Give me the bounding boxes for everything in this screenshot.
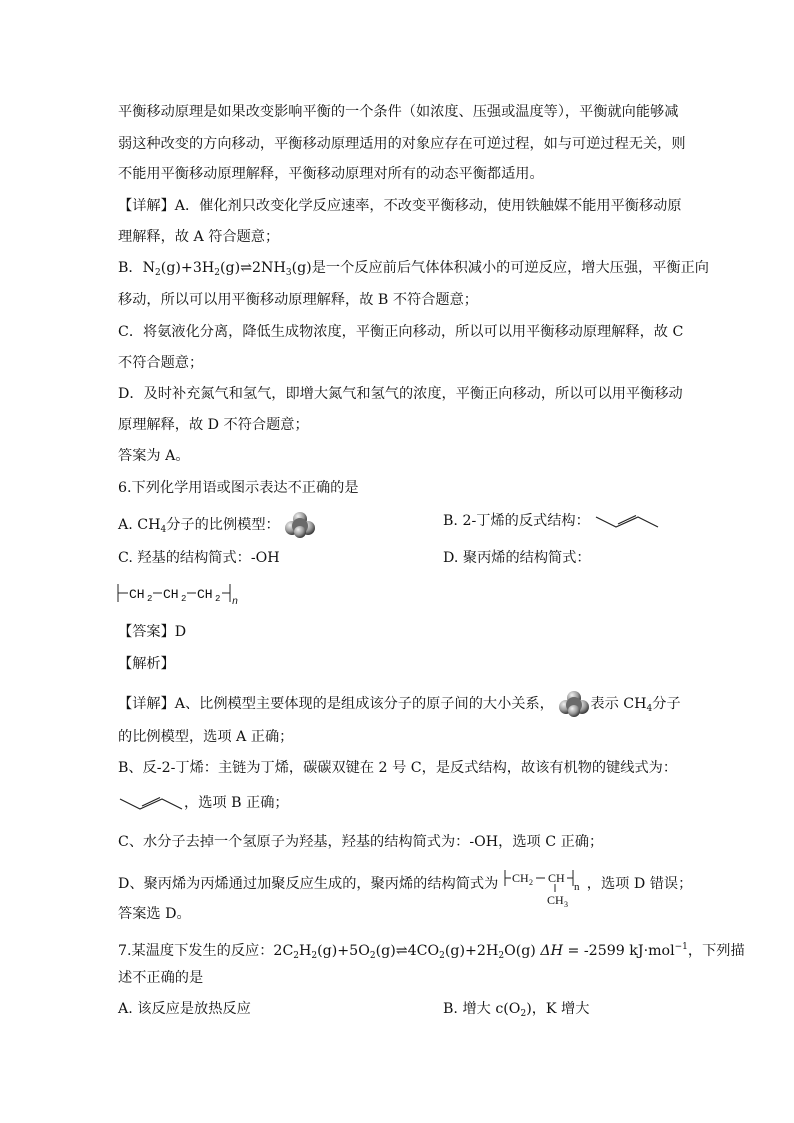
polypropylene-wrong-formula <box>116 580 246 612</box>
explanation-a-cont: 的比例模型，选项 A 正确； <box>118 729 294 745</box>
q6-option-b: B. 2-丁烯的反式结构： <box>443 511 660 531</box>
svg-text:n: n <box>232 597 239 608</box>
text-line: 弱这种改变的方向移动，平衡移动原理适用的对象应存在可逆过程，如与可逆过程无关，则 <box>118 136 686 152</box>
trans-2-butene-structure-icon <box>594 511 660 531</box>
svg-text:CH: CH <box>547 871 565 885</box>
svg-text:3: 3 <box>563 900 568 908</box>
text-line: 不符合题意； <box>118 355 204 371</box>
text-line: 原理解释，故 D 不符合题意； <box>118 417 309 433</box>
explanation-d: D、聚丙烯为丙烯通过加聚反应生成的，聚丙烯的结构简式为 CH 2 CH n CH 3 ，选项 D 错误； <box>118 866 692 886</box>
text-line: D．及时补充氮气和氢气，即增大氮气和氢气的浓度，平衡正向移动，所以可以用平衡移动 <box>118 386 683 402</box>
reaction-line: B．$N_2(g)+3H_2(g)\rightleftharpoons 2NH_3(g)$是一个反应前后气体体积减小的可逆反应，增大压强，平衡正向 <box>118 260 709 278</box>
q6-option-a: A. $CH_4$分子的比例模型： <box>118 511 316 531</box>
polymer-formula <box>116 580 246 608</box>
svg-text:CH: CH <box>546 893 564 907</box>
text-line: 平衡移动原理是如果改变影响平衡的一个条件（如浓度、压强或温度等），平衡就向能够减 <box>118 104 679 120</box>
svg-text:CH: CH <box>163 587 179 602</box>
explanation-b: B、反-2-丁烯：主链为丁烯，碳碳双键在 2 号 C，是反式结构，故该有机物的键线式为： <box>118 760 678 776</box>
polypropylene-formula <box>503 866 587 908</box>
q7-option-a: A. 该反应是放热反应 <box>118 1001 251 1017</box>
question-7-stem-cont: 述不正确的是 <box>118 970 204 986</box>
svg-text:2: 2 <box>215 594 221 604</box>
analysis-label: 【解析】 <box>118 656 175 672</box>
text-line: 答案为 A。 <box>118 448 190 464</box>
answer-label: 【答案】D <box>118 624 187 640</box>
text-line: 不能用平衡移动原理解释，平衡移动原理对所有的动态平衡都适用。 <box>118 166 544 182</box>
ch4-space-filling-model-icon <box>558 690 590 718</box>
text-line: 移动，所以可以用平衡移动原理解释，故 B 不符合题意； <box>118 292 478 308</box>
question-6-stem: 6.下列化学用语或图示表达不正确的是 <box>118 480 359 496</box>
svg-text:2: 2 <box>181 594 187 604</box>
svg-text:n: n <box>573 881 580 893</box>
question-7-stem: 7.某温度下发生的反应：$2C_2H_2(g)+5O_2(g)\rightleftharpoons 4CO_2(g)+2H_2O(g) \Delta H = -2599$ kJ·mol$^{-1}$，下列描 <box>118 942 745 961</box>
explanation-c: C、水分子去掉一个氢原子为羟基，羟基的结构简式为：-OH，选项 C 正确； <box>118 834 604 850</box>
explanation-a: 【详解】A、比例模型主要体现的是组成该分子的原子间的大小关系， 表示 $CH_4$分子 <box>118 690 681 710</box>
trans-2-butene-line-formula-icon <box>118 793 184 813</box>
q7-option-b: B. 增大 $c(O_2)$，K 增大 <box>443 1001 590 1019</box>
text-line: C．将氨液化分离，降低生成物浓度，平衡正向移动，所以可以用平衡移动原理解释，故 C <box>118 324 684 340</box>
svg-text:CH: CH <box>511 871 529 885</box>
svg-text:2: 2 <box>147 594 153 604</box>
q6-option-d: D. 聚丙烯的结构简式： <box>443 550 591 566</box>
text-line: 【详解】A．催化剂只改变化学反应速率，不改变平衡移动，使用铁触媒不能用平衡移动原 <box>118 198 682 214</box>
explanation-final: 答案选 D。 <box>118 906 191 922</box>
svg-text:CH: CH <box>197 587 213 602</box>
svg-text:CH: CH <box>129 587 145 602</box>
q6-option-c: C. 羟基的结构简式：-OH <box>118 550 280 566</box>
svg-text:2: 2 <box>528 878 533 887</box>
explanation-b-cont: ，选项 B 正确； <box>118 793 289 813</box>
ch4-space-filling-model-icon <box>284 511 316 539</box>
text-line: 理解释，故 A 符合题意； <box>118 229 280 245</box>
